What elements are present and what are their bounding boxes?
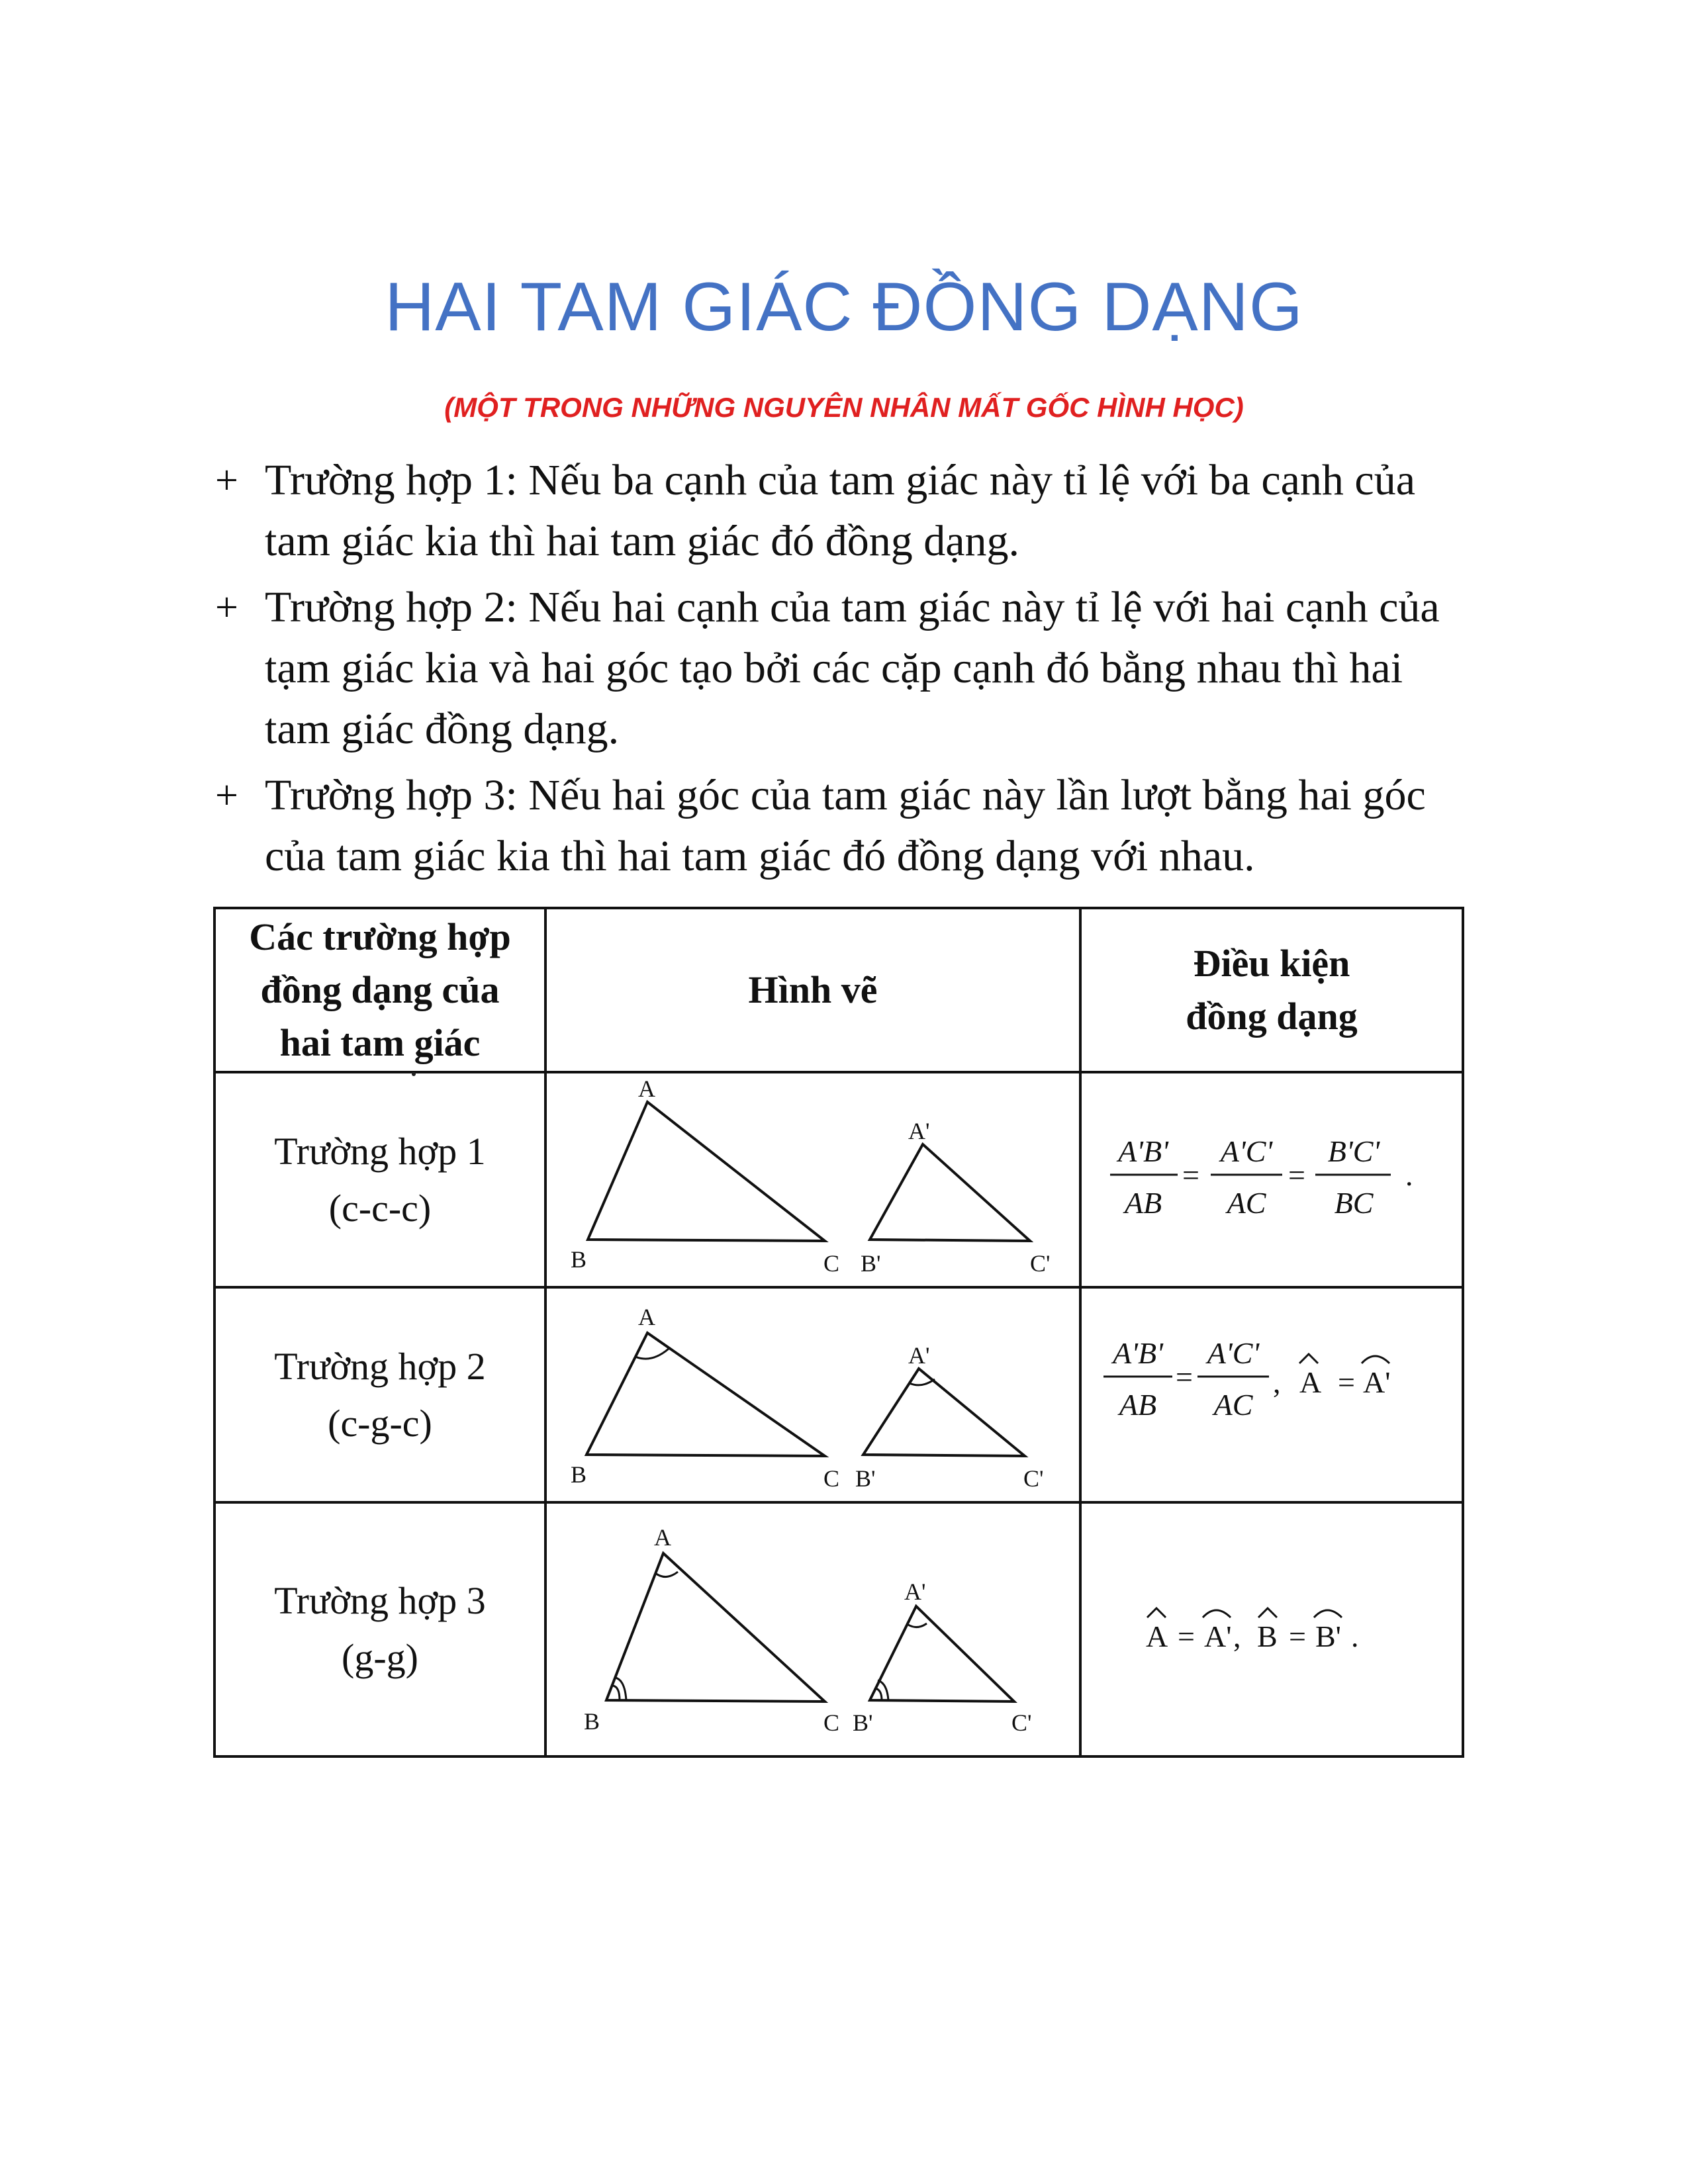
triangle-a2b2c2	[870, 1606, 1014, 1702]
triangle-a2b2c2	[863, 1369, 1025, 1456]
svg-text:A'B': A'B'	[1113, 1336, 1163, 1370]
rule-bullet: +	[215, 458, 238, 503]
vertex-label-a: A	[638, 1303, 655, 1330]
svg-text:.: .	[1405, 1158, 1413, 1192]
rule-text: Trường hợp 3: Nếu hai góc của tam giác này lần lượt bằng hai góc của tam giác kia thì hai tam giác đó đồng dạng với nhau.	[265, 771, 1426, 880]
condition-formula-sas	[1100, 1329, 1444, 1461]
header-condition: Điều kiện đồng dạng	[1080, 908, 1463, 1072]
svg-text:A: A	[1146, 1619, 1168, 1653]
page-title: HAI TAM GIÁC ĐỒNG DẠNG	[385, 269, 1303, 345]
vertex-label-a: A	[654, 1524, 671, 1551]
case-cell	[214, 1502, 545, 1756]
angle-mark-a2	[908, 1623, 927, 1627]
svg-text:A': A'	[1363, 1365, 1391, 1399]
triangle-a2b2c2	[870, 1144, 1030, 1241]
case-code: (c-g-c)	[328, 1401, 432, 1445]
angle-mark-a	[655, 1572, 678, 1577]
stray-dot	[412, 1072, 416, 1076]
case-code: (c-c-c)	[328, 1186, 432, 1230]
vertex-label-a2: A'	[908, 1342, 930, 1369]
table-header-row	[214, 908, 1463, 1072]
svg-text:AB: AB	[1119, 1387, 1157, 1422]
angle-mark-b-inner	[613, 1686, 620, 1700]
table-row	[214, 1287, 1463, 1502]
vertex-label-b2: B'	[855, 1465, 876, 1492]
vertex-label-c2: C'	[1011, 1709, 1032, 1736]
case-cell	[214, 1072, 545, 1287]
page-subtitle: (MỘT TRONG NHỮNG NGUYÊN NHÂN MẤT GỐC HÌNH HỌC)	[444, 392, 1244, 423]
vertex-label-b2: B'	[853, 1709, 873, 1736]
triangle-figure-sss	[547, 1074, 1076, 1286]
svg-text:.: .	[1351, 1619, 1359, 1653]
figure-cell	[545, 1072, 1080, 1287]
triangle-abc	[586, 1333, 825, 1456]
svg-text:A: A	[1299, 1365, 1322, 1399]
vertex-label-c: C	[823, 1250, 840, 1277]
vertex-label-b: B	[571, 1246, 587, 1273]
svg-text:B': B'	[1315, 1619, 1341, 1653]
triangle-abc	[606, 1553, 825, 1702]
condition-formula-sss	[1100, 1120, 1444, 1240]
case-name: Trường hợp 1	[274, 1129, 486, 1173]
triangle-abc	[588, 1102, 825, 1241]
svg-text:A': A'	[1204, 1619, 1232, 1653]
similarity-table	[213, 907, 1464, 1758]
table-row	[214, 1502, 1463, 1756]
rule-item-2	[215, 577, 1473, 760]
svg-text:B: B	[1257, 1619, 1278, 1653]
table-row	[214, 1072, 1463, 1287]
rule-text: Trường hợp 1: Nếu ba cạnh của tam giác này tỉ lệ với ba cạnh của tam giác kia thì hai tam giác đó đồng dạng.	[265, 456, 1416, 565]
svg-text:B'C': B'C'	[1327, 1134, 1380, 1168]
vertex-label-b: B	[584, 1708, 600, 1735]
rule-item-1	[215, 450, 1473, 572]
condition-cell	[1080, 1502, 1463, 1756]
vertex-label-c2: C'	[1030, 1250, 1051, 1277]
rule-item-3	[215, 765, 1473, 887]
svg-text:A'B': A'B'	[1118, 1134, 1168, 1168]
case-cell	[214, 1287, 545, 1502]
svg-text:A'C': A'C'	[1220, 1134, 1273, 1168]
svg-text:BC: BC	[1334, 1185, 1374, 1220]
vertex-label-a2: A'	[904, 1578, 926, 1605]
condition-formula-aa	[1139, 1590, 1404, 1669]
svg-text:AB: AB	[1124, 1185, 1162, 1220]
svg-text:,: ,	[1233, 1619, 1241, 1653]
triangle-figure-sas	[547, 1289, 1076, 1501]
vertex-label-c: C	[823, 1465, 840, 1492]
svg-text:AC: AC	[1213, 1387, 1253, 1422]
triangle-figure-aa	[547, 1507, 1076, 1752]
condition-cell	[1080, 1287, 1463, 1502]
rules-list	[215, 450, 1473, 892]
vertex-label-a: A	[638, 1075, 655, 1102]
svg-text:=: =	[1178, 1619, 1195, 1653]
vertex-label-c2: C'	[1023, 1465, 1044, 1492]
figure-cell	[545, 1502, 1080, 1756]
svg-text:=: =	[1182, 1158, 1199, 1192]
vertex-label-b: B	[571, 1461, 587, 1488]
rule-bullet: +	[215, 585, 238, 630]
svg-text:AC: AC	[1227, 1185, 1266, 1220]
figure-cell	[545, 1287, 1080, 1502]
svg-text:=: =	[1288, 1158, 1305, 1192]
vertex-label-c: C	[823, 1709, 840, 1736]
rule-text: Trường hợp 2: Nếu hai cạnh của tam giác này tỉ lệ với hai cạnh của tạm giác kia và hai góc tạo bởi các cặp cạnh đó bằng nhau thì hai tam giác đồng dạng.	[265, 583, 1440, 753]
svg-text:,: ,	[1273, 1365, 1281, 1399]
case-code: (g-g)	[342, 1636, 418, 1679]
svg-text:=: =	[1338, 1365, 1355, 1399]
angle-mark-a	[635, 1349, 669, 1359]
svg-text:=: =	[1176, 1359, 1193, 1394]
case-name: Trường hợp 2	[274, 1344, 486, 1388]
case-name: Trường hợp 3	[274, 1579, 486, 1622]
vertex-label-b2: B'	[861, 1250, 881, 1277]
svg-text:=: =	[1289, 1619, 1306, 1653]
rule-bullet: +	[215, 773, 238, 818]
similarity-table-wrapper	[213, 907, 1462, 1755]
condition-cell	[1080, 1072, 1463, 1287]
vertex-label-a2: A'	[908, 1117, 930, 1144]
header-case: Các trường hợp đồng dạng của hai tam giác	[214, 908, 545, 1072]
header-figure: Hình vẽ	[545, 908, 1080, 1072]
svg-text:A'C': A'C'	[1207, 1336, 1260, 1370]
